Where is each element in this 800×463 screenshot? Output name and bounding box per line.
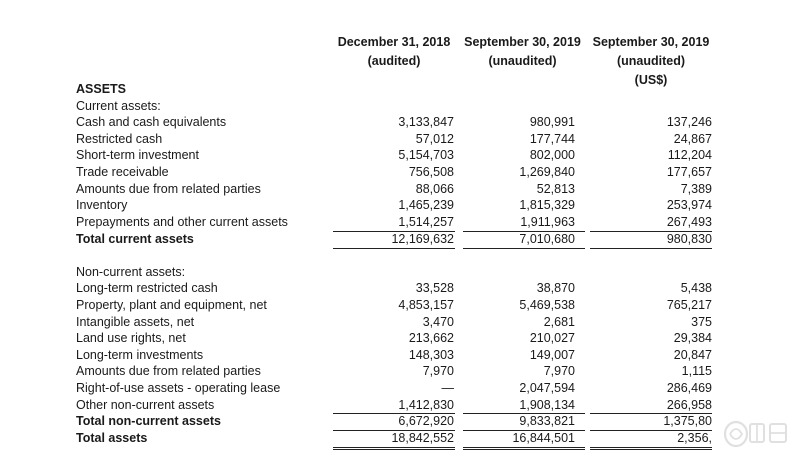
current-assets-heading: Current assets: bbox=[76, 98, 161, 113]
value-sep-2019-usd: 5,438 bbox=[680, 281, 712, 296]
value-sep-2019: 5,469,538 bbox=[519, 298, 575, 312]
row-label: Inventory bbox=[76, 198, 128, 213]
value-sep-2019: 16,844,501 bbox=[512, 431, 575, 446]
value-dec-2018: 12,169,632 bbox=[391, 231, 454, 246]
value-dec-2018: 6,672,920 bbox=[398, 414, 454, 429]
value-sep-2019: 802,000 bbox=[529, 148, 575, 163]
value-dec-2018: 1,465,239 bbox=[398, 198, 454, 213]
row-label: Total assets bbox=[76, 431, 148, 446]
value-sep-2019: 7,010,680 bbox=[519, 231, 575, 246]
value-dec-2018: 3,470 bbox=[422, 314, 454, 329]
value-sep-2019-usd: 177,657 bbox=[666, 165, 712, 179]
column-header-dec-2018 bbox=[330, 33, 458, 71]
value-dec-2018: 148,303 bbox=[408, 347, 454, 362]
value-sep-2019: 210,027 bbox=[529, 331, 575, 346]
table-row bbox=[0, 330, 800, 347]
column-header-line: (audited) bbox=[367, 54, 421, 68]
row-label: Restricted cash bbox=[76, 131, 163, 146]
value-sep-2019-usd: 980,830 bbox=[666, 231, 712, 246]
table-row bbox=[0, 314, 800, 331]
row-label: Right-of-use assets - operating lease bbox=[76, 381, 281, 395]
value-sep-2019: 38,870 bbox=[536, 281, 575, 296]
table-row bbox=[0, 164, 800, 181]
row-label: Trade receivable bbox=[76, 165, 169, 179]
value-sep-2019-usd: 266,958 bbox=[666, 397, 712, 412]
value-sep-2019-usd: 1,375,80 bbox=[663, 414, 712, 429]
value-sep-2019-usd: 253,974 bbox=[666, 198, 712, 213]
row-label: Amounts due from related parties bbox=[76, 181, 261, 196]
value-sep-2019-usd: 112,204 bbox=[667, 148, 712, 163]
value-dec-2018: 1,514,257 bbox=[398, 214, 454, 229]
row-label: Prepayments and other current assets bbox=[76, 214, 288, 229]
value-sep-2019-usd: 2,356, bbox=[677, 431, 712, 446]
total-rule bbox=[333, 449, 455, 450]
total-current-assets-row bbox=[0, 231, 800, 248]
value-sep-2019: 1,908,134 bbox=[519, 397, 575, 412]
column-header-line: (US$) bbox=[634, 73, 668, 87]
value-sep-2019: 52,813 bbox=[536, 181, 575, 196]
value-dec-2018: 57,012 bbox=[415, 131, 454, 146]
row-label: Short-term investment bbox=[76, 148, 199, 163]
row-label: Long-term investments bbox=[76, 347, 204, 362]
total-rule bbox=[463, 248, 585, 249]
row-label: Total current assets bbox=[76, 231, 194, 246]
total-rule bbox=[463, 449, 585, 450]
value-dec-2018: — bbox=[441, 381, 454, 395]
total-rule bbox=[590, 248, 712, 249]
value-sep-2019: 149,007 bbox=[529, 347, 575, 362]
column-header-line: September 30, 2019 bbox=[592, 35, 710, 49]
assets-heading-row bbox=[0, 81, 800, 98]
column-header-line: (unaudited) bbox=[616, 54, 686, 68]
table-row bbox=[0, 380, 800, 397]
total-rule bbox=[333, 447, 455, 448]
current-assets-heading-row bbox=[0, 98, 800, 115]
value-sep-2019: 980,991 bbox=[529, 115, 575, 130]
total-noncurrent-assets-row bbox=[0, 413, 800, 430]
value-dec-2018: 756,508 bbox=[408, 165, 454, 179]
value-dec-2018: 3,133,847 bbox=[398, 115, 454, 130]
value-sep-2019-usd: 20,847 bbox=[673, 347, 712, 362]
value-sep-2019-usd: 7,389 bbox=[680, 181, 712, 196]
column-header-line: December 31, 2018 bbox=[337, 35, 451, 49]
row-label: Other non-current assets bbox=[76, 397, 215, 412]
noncurrent-assets-heading: Non-current assets: bbox=[76, 264, 186, 279]
column-header-line: September 30, 2019 bbox=[464, 35, 581, 49]
value-dec-2018: 88,066 bbox=[415, 181, 454, 196]
value-sep-2019: 2,047,594 bbox=[519, 381, 575, 395]
table-row bbox=[0, 147, 800, 164]
value-sep-2019: 1,269,840 bbox=[519, 165, 575, 179]
value-dec-2018: 4,853,157 bbox=[398, 298, 454, 312]
value-dec-2018: 18,842,552 bbox=[391, 431, 454, 446]
row-label: Long-term restricted cash bbox=[76, 281, 218, 296]
total-rule bbox=[333, 248, 455, 249]
value-sep-2019-usd: 267,493 bbox=[666, 214, 712, 229]
value-sep-2019: 7,970 bbox=[543, 364, 575, 379]
column-header-line: (unaudited) bbox=[488, 54, 557, 68]
column-header-sep-2019 bbox=[460, 33, 585, 71]
value-dec-2018: 5,154,703 bbox=[398, 148, 454, 163]
row-label: Property, plant and equipment, net bbox=[76, 298, 267, 312]
table-row bbox=[0, 181, 800, 198]
table-row bbox=[0, 131, 800, 148]
value-dec-2018: 213,662 bbox=[408, 331, 454, 346]
value-sep-2019-usd: 375 bbox=[691, 314, 712, 329]
total-rule bbox=[590, 449, 712, 450]
total-rule bbox=[463, 447, 585, 448]
row-label: Land use rights, net bbox=[76, 331, 186, 346]
value-sep-2019: 1,815,329 bbox=[519, 198, 575, 213]
table-row bbox=[0, 297, 800, 314]
assets-heading: ASSETS bbox=[76, 82, 127, 96]
value-sep-2019: 1,911,963 bbox=[520, 214, 575, 229]
table-row bbox=[0, 363, 800, 380]
table-row bbox=[0, 197, 800, 214]
value-sep-2019-usd: 29,384 bbox=[673, 331, 712, 346]
row-label: Cash and cash equivalents bbox=[76, 115, 227, 130]
value-sep-2019-usd: 1,115 bbox=[681, 364, 712, 379]
table-row bbox=[0, 280, 800, 297]
table-row bbox=[0, 214, 800, 231]
watermark-logo bbox=[722, 410, 792, 454]
table-row bbox=[0, 347, 800, 364]
noncurrent-assets-heading-row bbox=[0, 264, 800, 281]
value-dec-2018: 7,970 bbox=[422, 364, 454, 379]
table-row bbox=[0, 397, 800, 414]
value-sep-2019: 9,833,821 bbox=[519, 414, 575, 429]
total-assets-row bbox=[0, 430, 800, 447]
total-rule bbox=[590, 447, 712, 448]
value-sep-2019: 2,681 bbox=[543, 314, 575, 329]
value-sep-2019-usd: 765,217 bbox=[666, 298, 712, 312]
row-label: Intangible assets, net bbox=[76, 314, 195, 329]
value-sep-2019: 177,744 bbox=[529, 131, 575, 146]
row-label: Amounts due from related parties bbox=[76, 364, 261, 379]
value-dec-2018: 33,528 bbox=[415, 281, 454, 296]
row-label: Total non-current assets bbox=[76, 414, 221, 429]
value-dec-2018: 1,412,830 bbox=[398, 397, 454, 412]
table-row bbox=[0, 114, 800, 131]
value-sep-2019-usd: 137,246 bbox=[666, 115, 712, 130]
value-sep-2019-usd: 286,469 bbox=[666, 381, 712, 395]
value-sep-2019-usd: 24,867 bbox=[673, 131, 712, 146]
